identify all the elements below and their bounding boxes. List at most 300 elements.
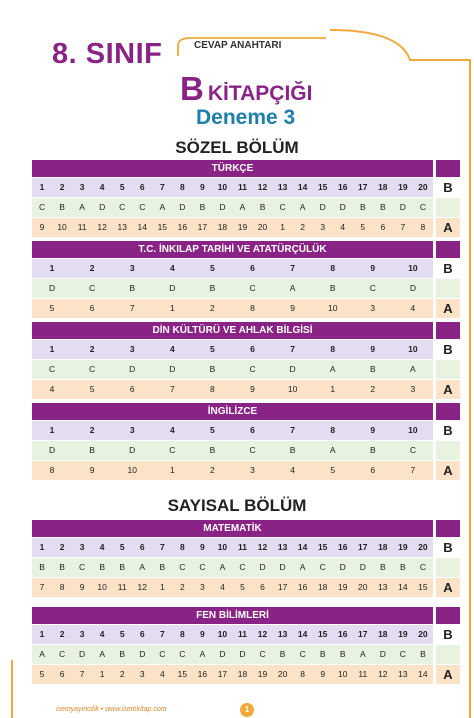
table-header-tail [436, 160, 460, 177]
table-cell: 6 [250, 425, 255, 435]
table-cell: 19 [398, 542, 408, 552]
table-cell: 15 [177, 669, 188, 679]
table-header-tail [436, 520, 460, 537]
table-cell: 1 [280, 222, 285, 232]
table-cell: 3 [129, 263, 135, 273]
table-cell: 5 [49, 303, 55, 313]
table-cell: C [319, 562, 326, 572]
cevap-anahtari-label: CEVAP ANAHTARI [194, 40, 282, 51]
table-cell: 5 [330, 465, 336, 475]
table-cell: 10 [408, 263, 418, 273]
table-cell: D [219, 649, 226, 659]
table-cell: 9 [320, 669, 326, 679]
table-cell: 16 [337, 542, 348, 552]
table-cell: 6 [250, 263, 255, 273]
table-cell: C [199, 562, 206, 572]
table-cell: D [219, 202, 226, 212]
table-cell: A [289, 283, 296, 293]
booklet-label: B [436, 340, 460, 359]
table-title: İNGİLİZCE [32, 403, 433, 420]
table-header [32, 607, 460, 624]
page-number: 1 [240, 703, 254, 717]
booklet-label: B [436, 538, 460, 557]
table-cell: C [249, 283, 256, 293]
table-header [32, 241, 460, 258]
cevap-anahtari-banner [176, 36, 328, 58]
table-cell: 1 [49, 425, 55, 435]
table-cell: B [39, 562, 45, 572]
table-cell: 9 [250, 384, 255, 394]
table-cell: D [259, 562, 266, 572]
question-number-row [32, 538, 460, 557]
deneme-title: Deneme 3 [196, 106, 296, 129]
table-cell: 5 [210, 425, 215, 435]
table-cell: 5 [119, 629, 125, 639]
table-cell: 8 [179, 629, 185, 639]
booklet-label: B [436, 421, 460, 440]
table-cell: 13 [378, 582, 388, 592]
table-cell: 20 [277, 669, 288, 679]
table-cell: D [179, 202, 186, 212]
table-cell: 12 [378, 669, 388, 679]
table-cell: C [48, 364, 56, 374]
table-cell: 8 [330, 425, 336, 435]
table-cell: 4 [99, 542, 105, 552]
table-cell: B [159, 562, 166, 572]
table-cell: 13 [277, 542, 288, 552]
table-cell: C [179, 562, 186, 572]
answer-table [32, 520, 460, 597]
table-cell: 14 [297, 182, 308, 192]
table-cell: A [219, 562, 226, 572]
table-cell: C [119, 202, 126, 212]
table-cell: B [289, 445, 296, 455]
table-cell: D [48, 283, 56, 293]
a-booklet-order-row [32, 218, 460, 237]
table-cell: D [79, 649, 86, 659]
a-booklet-order-row [32, 578, 460, 597]
table-cell: A [410, 364, 416, 374]
question-number-row [32, 178, 460, 197]
table-cell: 20 [418, 629, 428, 639]
table-cell: 18 [378, 542, 388, 552]
table-cell: D [48, 445, 56, 455]
table-cell: 3 [79, 629, 85, 639]
table-cell: 14 [297, 629, 308, 639]
table-cell: 7 [400, 222, 406, 232]
table-cell: D [129, 445, 136, 455]
table-cell: 15 [317, 182, 328, 192]
table-cell: 7 [79, 669, 85, 679]
table-cell: 2 [300, 222, 305, 232]
table-cell: 4 [410, 303, 416, 313]
table-cell: 3 [129, 425, 135, 435]
booklet-label: B [436, 259, 460, 278]
table-cell: 7 [290, 425, 295, 435]
answer-table [32, 322, 460, 399]
table-header [32, 322, 460, 339]
table-cell: 19 [337, 582, 348, 592]
table-cell: 17 [358, 182, 368, 192]
table-cell: 4 [169, 263, 175, 273]
booklet-label [436, 645, 460, 664]
table-cell: 15 [418, 582, 428, 592]
table-cell: 3 [250, 465, 255, 475]
table-cell: 13 [117, 222, 127, 232]
a-booklet-order-row [32, 461, 460, 480]
booklet-label: A [436, 380, 460, 399]
table-cell: 5 [210, 263, 215, 273]
answer-table [32, 160, 460, 237]
table-cell: B [359, 202, 366, 212]
table-cell: 8 [59, 582, 65, 592]
table-cell: 4 [159, 669, 165, 679]
table-title: TÜRKÇE [32, 160, 433, 177]
table-cell: 3 [320, 222, 326, 232]
table-cell: D [279, 562, 286, 572]
table-cell: 2 [179, 582, 185, 592]
table-cell: 8 [210, 384, 215, 394]
table-cell: D [339, 562, 346, 572]
table-cell: B [420, 649, 426, 659]
table-cell: C [369, 283, 376, 293]
sozel-section-title: SÖZEL BÖLÜM [175, 138, 299, 157]
booklet-label: B [436, 178, 460, 197]
booklet-label: A [436, 665, 460, 684]
table-cell: 6 [139, 542, 145, 552]
table-cell: 10 [408, 425, 418, 435]
table-cell: B [129, 283, 136, 293]
table-cell: 6 [260, 582, 265, 592]
table-cell: 3 [410, 384, 416, 394]
table-cell: 12 [97, 222, 107, 232]
table-cell: B [319, 649, 326, 659]
table-cell: D [139, 649, 146, 659]
table-cell: A [39, 649, 45, 659]
table-cell: 10 [217, 542, 228, 552]
booklet-label: A [436, 299, 460, 318]
table-cell: 17 [197, 222, 208, 232]
table-cell: 8 [330, 263, 336, 273]
table-cell: 10 [127, 465, 137, 475]
table-cell: C [89, 283, 96, 293]
table-cell: D [379, 649, 386, 659]
table-cell: 17 [217, 669, 228, 679]
table-header [32, 160, 460, 177]
table-cell: 7 [410, 465, 416, 475]
table-cell: 7 [159, 542, 165, 552]
table-cell: 9 [79, 582, 85, 592]
table-cell: 9 [370, 263, 376, 273]
table-cell: 18 [237, 669, 248, 679]
kitapcik-word: KİTAPÇIĞI [207, 82, 313, 105]
table-cell: 4 [340, 222, 346, 232]
booklet-label [436, 441, 460, 460]
table-cell: 14 [398, 582, 408, 592]
table-cell: 1 [39, 182, 45, 192]
table-cell: C [139, 202, 146, 212]
booklet-label [436, 360, 460, 379]
table-cell: 2 [210, 465, 215, 475]
table-cell: 15 [317, 629, 328, 639]
table-cell: A [159, 202, 166, 212]
table-cell: A [139, 562, 146, 572]
answer-row [32, 441, 460, 460]
table-cell: 6 [250, 344, 255, 354]
table-cell: 8 [49, 465, 55, 475]
table-cell: D [169, 283, 176, 293]
table-cell: 2 [210, 303, 215, 313]
table-cell: C [259, 649, 266, 659]
table-cell: C [59, 649, 66, 659]
table-cell: C [179, 649, 186, 659]
table-cell: 6 [139, 182, 145, 192]
table-cell: 2 [370, 384, 376, 394]
table-cell: 6 [89, 303, 95, 313]
sayisal-section-title: SAYISAL BÖLÜM [167, 496, 307, 515]
table-cell: 1 [49, 344, 55, 354]
table-cell: C [79, 562, 86, 572]
table-cell: D [339, 202, 346, 212]
answer-row [32, 198, 460, 217]
table-title: MATEMATİK [32, 520, 433, 537]
table-cell: B [369, 364, 376, 374]
table-cell: B [59, 562, 65, 572]
table-cell: 4 [169, 425, 175, 435]
table-cell: C [239, 562, 246, 572]
table-header-tail [436, 241, 460, 258]
table-cell: D [399, 202, 406, 212]
table-cell: 11 [237, 182, 247, 192]
table-cell: 11 [237, 629, 247, 639]
table-cell: B [89, 445, 95, 455]
table-cell: 7 [159, 182, 165, 192]
table-cell: 9 [200, 629, 205, 639]
table-cell: B [369, 445, 376, 455]
table-cell: 19 [257, 669, 268, 679]
a-booklet-order-row [32, 299, 460, 318]
table-cell: B [379, 202, 386, 212]
answer-row [32, 360, 460, 379]
answer-table [32, 403, 460, 480]
table-cell: 4 [99, 629, 105, 639]
table-cell: 4 [49, 384, 55, 394]
table-cell: 9 [89, 465, 95, 475]
table-cell: 12 [137, 582, 147, 592]
table-cell: 10 [97, 582, 107, 592]
table-cell: 4 [290, 465, 295, 475]
table-cell: A [199, 649, 206, 659]
table-cell: 14 [418, 669, 428, 679]
table-cell: 1 [169, 303, 175, 313]
table-cell: 14 [297, 542, 308, 552]
table-cell: B [329, 283, 336, 293]
table-cell: 10 [337, 669, 348, 679]
table-cell: 16 [177, 222, 188, 232]
table-cell: 9 [39, 222, 45, 232]
table-cell: 13 [277, 182, 288, 192]
table-cell: 3 [129, 344, 135, 354]
table-cell: B [99, 562, 105, 572]
table-cell: A [299, 562, 306, 572]
grade-title: 8. SINIF [52, 38, 163, 70]
table-header [32, 403, 460, 420]
table-cell: D [239, 649, 246, 659]
table-cell: C [299, 649, 306, 659]
table-cell: 6 [380, 222, 386, 232]
answer-table [32, 241, 460, 318]
table-cell: 7 [290, 263, 295, 273]
table-cell: 11 [237, 542, 247, 552]
table-cell: 8 [179, 182, 185, 192]
table-cell: B [59, 202, 65, 212]
table-cell: B [259, 202, 266, 212]
table-cell: 16 [197, 669, 208, 679]
booklet-label: A [436, 218, 460, 237]
question-number-row [32, 421, 460, 440]
table-header-tail [436, 607, 460, 624]
kitapcik-title [180, 70, 312, 108]
table-cell: 6 [59, 669, 65, 679]
table-cell: 8 [330, 344, 336, 354]
table-cell: B [209, 445, 216, 455]
table-cell: 3 [200, 582, 205, 592]
table-cell: 8 [420, 222, 426, 232]
table-cell: 5 [360, 222, 366, 232]
booklet-label: A [436, 461, 460, 480]
table-cell: 5 [240, 582, 245, 592]
question-number-row [32, 625, 460, 644]
kitapcik-letter: B [180, 70, 204, 107]
table-cell: 4 [220, 582, 225, 592]
table-cell: D [319, 202, 326, 212]
table-cell: 10 [408, 344, 418, 354]
table-cell: 3 [139, 669, 145, 679]
table-cell: 3 [79, 182, 85, 192]
booklet-label [436, 558, 460, 577]
question-number-row [32, 340, 460, 359]
table-cell: 2 [89, 425, 95, 435]
table-cell: 14 [137, 222, 147, 232]
table-cell: 5 [89, 384, 95, 394]
answer-row [32, 645, 460, 664]
table-cell: D [169, 364, 176, 374]
question-number-row [32, 259, 460, 278]
table-cell: 5 [119, 542, 125, 552]
table-cell: C [419, 202, 426, 212]
answer-row [32, 558, 460, 577]
table-cell: 1 [330, 384, 336, 394]
table-cell: 5 [210, 344, 215, 354]
table-cell: 19 [398, 182, 408, 192]
table-cell: C [279, 202, 286, 212]
table-cell: 17 [358, 542, 368, 552]
table-cell: C [159, 649, 166, 659]
table-header-tail [436, 322, 460, 339]
table-cell: 10 [287, 384, 298, 394]
table-cell: 3 [79, 542, 85, 552]
table-cell: 18 [317, 582, 328, 592]
table-cell: 1 [39, 629, 45, 639]
table-cell: 7 [129, 303, 135, 313]
table-cell: 17 [277, 582, 288, 592]
booklet-label: A [436, 578, 460, 597]
table-cell: A [329, 364, 336, 374]
table-cell: 6 [139, 629, 145, 639]
table-cell: 8 [179, 542, 185, 552]
table-cell: 1 [49, 263, 55, 273]
table-cell: 12 [257, 629, 268, 639]
table-cell: 16 [337, 182, 348, 192]
table-cell: 13 [277, 629, 288, 639]
table-cell: 13 [398, 669, 408, 679]
table-cell: 11 [77, 222, 87, 232]
a-booklet-order-row [32, 380, 460, 399]
table-cell: D [289, 364, 296, 374]
table-header [32, 520, 460, 537]
table-cell: 7 [169, 384, 175, 394]
table-cell: B [400, 562, 406, 572]
table-cell: 16 [337, 629, 348, 639]
table-cell: B [209, 364, 216, 374]
table-cell: 20 [257, 222, 268, 232]
table-header-tail [436, 403, 460, 420]
booklet-label: B [436, 625, 460, 644]
a-booklet-order-row [32, 665, 460, 684]
answer-row [32, 279, 460, 298]
table-cell: 6 [370, 465, 376, 475]
table-cell: C [38, 202, 46, 212]
table-cell: 3 [370, 303, 376, 313]
table-cell: 2 [89, 344, 95, 354]
table-cell: B [279, 649, 286, 659]
table-cell: 6 [129, 384, 135, 394]
table-cell: 18 [378, 182, 388, 192]
footer-site: isemyayincilik • www.isemkitap.com [56, 706, 167, 713]
table-cell: 20 [418, 182, 428, 192]
table-cell: C [169, 445, 176, 455]
table-cell: D [129, 364, 136, 374]
table-cell: A [359, 649, 366, 659]
table-cell: C [399, 649, 406, 659]
booklet-label [436, 198, 460, 217]
table-cell: B [209, 283, 216, 293]
table-cell: C [419, 562, 426, 572]
table-cell: 10 [57, 222, 67, 232]
table-cell: 10 [327, 303, 338, 313]
table-cell: 7 [159, 629, 165, 639]
table-cell: 15 [157, 222, 168, 232]
table-cell: 1 [169, 465, 175, 475]
table-cell: 19 [398, 629, 408, 639]
table-cell: B [199, 202, 206, 212]
table-cell: 9 [200, 182, 205, 192]
table-cell: 9 [370, 425, 376, 435]
table-title: T.C. İNKILAP TARİHİ VE ATATÜRÇÜLÜK [32, 241, 433, 258]
table-cell: C [249, 445, 256, 455]
table-cell: D [409, 283, 416, 293]
answer-table [32, 607, 460, 684]
table-cell: 5 [119, 182, 125, 192]
table-cell: B [119, 562, 126, 572]
table-cell: 9 [290, 303, 295, 313]
table-cell: 11 [358, 669, 368, 679]
table-cell: A [239, 202, 246, 212]
table-cell: 10 [217, 629, 228, 639]
table-cell: 15 [317, 542, 328, 552]
table-cell: 2 [89, 263, 95, 273]
table-title: DİN KÜLTÜRÜ VE AHLAK BİLGİSİ [32, 322, 433, 339]
